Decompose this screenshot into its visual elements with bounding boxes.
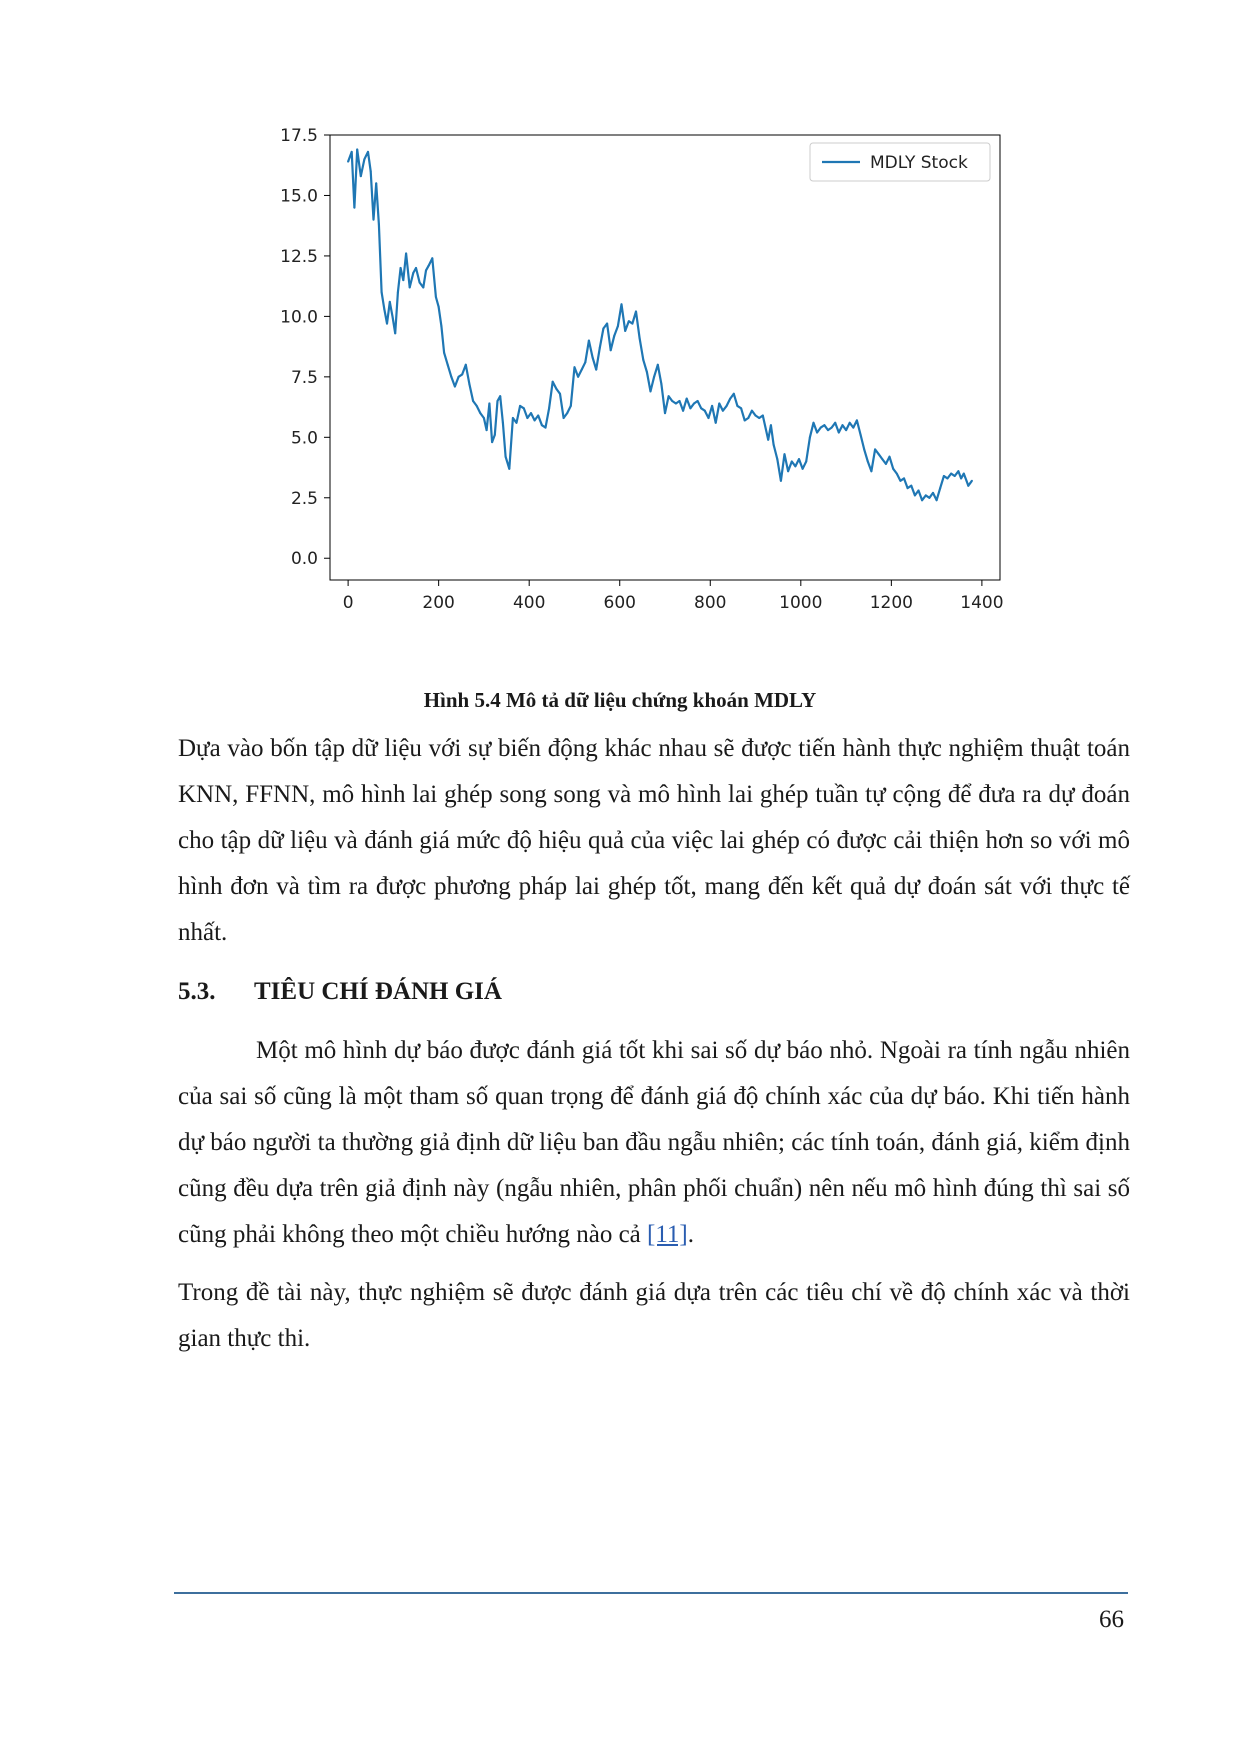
data-point <box>347 161 349 163</box>
data-point <box>770 424 772 426</box>
data-point <box>570 405 572 407</box>
data-point <box>722 410 724 412</box>
data-point <box>896 473 898 475</box>
data-point <box>936 499 938 501</box>
data-point <box>838 432 840 434</box>
data-point <box>422 286 424 288</box>
data-point <box>443 352 445 354</box>
data-point <box>402 279 404 281</box>
data-point <box>552 381 554 383</box>
paragraph-intro: Dựa vào bốn tập dữ liệu với sự biến động khác nhau sẽ được tiến hành thực nghiệm thuật toán KNN, FFNN, mô hình lai ghép song song và mô hình lai ghép tuần tự cộng để đưa ra dự đoán cho tập dữ liệu và đánh giá mức độ hiệu quả của việc lai ghép có được cải thiện hơn so với mô hình đơn và tìm ra được phương pháp lai ghép tốt, mang đến kết quả dự đoán sát với thực tế nhất. <box>178 735 1130 946</box>
data-point <box>903 477 905 479</box>
data-point <box>809 436 811 438</box>
data-point <box>428 265 430 267</box>
data-point <box>813 422 815 424</box>
data-point <box>914 494 916 496</box>
x-tick-label: 400 <box>512 593 546 613</box>
data-point <box>650 390 652 392</box>
data-point <box>867 461 869 463</box>
data-point <box>842 424 844 426</box>
data-point <box>969 482 971 484</box>
data-point <box>758 417 760 419</box>
data-point <box>541 424 543 426</box>
data-point <box>367 151 369 153</box>
data-point <box>963 473 965 475</box>
data-point <box>780 480 782 482</box>
data-point <box>755 415 757 417</box>
data-point <box>526 417 528 419</box>
data-point <box>419 282 421 284</box>
data-point <box>508 468 510 470</box>
data-point <box>715 422 717 424</box>
data-point <box>740 407 742 409</box>
data-point <box>628 320 630 322</box>
data-point <box>584 361 586 363</box>
data-point <box>494 434 496 436</box>
data-point <box>383 308 385 310</box>
x-tick-label: 600 <box>603 593 636 613</box>
data-point <box>664 412 666 414</box>
data-point <box>697 400 699 402</box>
data-point <box>802 468 804 470</box>
data-point <box>592 357 594 359</box>
data-point <box>762 415 764 417</box>
data-point <box>878 453 880 455</box>
data-point <box>747 417 749 419</box>
data-point <box>581 369 583 371</box>
data-point <box>943 475 945 477</box>
data-point <box>845 429 847 431</box>
plot-area-frame <box>330 135 1000 580</box>
data-point <box>577 376 579 378</box>
data-point <box>523 407 525 409</box>
data-point <box>820 427 822 429</box>
data-point <box>450 376 452 378</box>
data-point <box>438 306 440 308</box>
x-axis-ticks <box>343 580 1004 613</box>
data-point <box>574 366 576 368</box>
data-point <box>954 475 956 477</box>
data-point <box>863 448 865 450</box>
paragraph-criteria <box>178 1028 1130 1258</box>
data-point <box>892 468 894 470</box>
data-point <box>389 301 391 303</box>
data-point <box>693 403 695 405</box>
data-point <box>479 412 481 414</box>
data-point <box>356 149 358 151</box>
data-point <box>718 403 720 405</box>
data-point <box>486 429 488 431</box>
y-axis-ticks <box>280 126 330 569</box>
data-point <box>370 170 372 172</box>
data-point <box>765 427 767 429</box>
data-point <box>351 151 353 153</box>
data-point <box>787 470 789 472</box>
data-point <box>700 407 702 409</box>
data-point <box>907 487 909 489</box>
data-point <box>950 473 952 475</box>
data-point <box>472 400 474 402</box>
data-point <box>675 403 677 405</box>
data-point <box>947 477 949 479</box>
page-number: 66 <box>1099 1606 1124 1633</box>
data-point <box>682 410 684 412</box>
data-point <box>874 448 876 450</box>
data-point <box>610 349 612 351</box>
data-point <box>971 480 973 482</box>
data-point <box>776 458 778 460</box>
data-point <box>870 470 872 472</box>
data-point <box>602 328 604 330</box>
data-point <box>491 441 493 443</box>
data-point <box>631 323 633 325</box>
data-point <box>353 207 355 209</box>
y-tick-label: 2.5 <box>290 488 318 509</box>
data-point <box>397 291 399 293</box>
paragraph-criteria-text: Một mô hình dự báo được đánh giá tốt khi sai số dự báo nhỏ. Ngoài ra tính ngẫu nhiên của sai số cũng là một tham số quan trọng để đánh giá độ chính xác của dự báo. Khi tiến hành dự báo người ta thường giả định dữ liệu ban đầu ngẫu nhiên; các tính toán, đánh giá, kiểm định cũng đều dựa trên giả định này (ngẫu nhiên, phân phối chuẩn) nên nếu mô hình đúng thì sai số cũng phải không theo một chiều hướng nào cả <box>178 1037 1130 1248</box>
data-point <box>415 267 417 269</box>
data-point <box>639 337 641 339</box>
data-point <box>816 432 818 434</box>
data-point <box>856 419 858 421</box>
data-point <box>635 311 637 313</box>
data-point <box>400 267 402 269</box>
data-point <box>516 422 518 424</box>
figure-caption: Hình 5.4 Mô tả dữ liệu chứng khoán MDLY <box>423 688 817 712</box>
data-point <box>548 407 550 409</box>
data-point <box>412 272 414 274</box>
data-point <box>834 422 836 424</box>
data-point <box>375 182 377 184</box>
data-point <box>381 291 383 293</box>
data-point <box>784 453 786 455</box>
y-tick-label: 0.0 <box>290 549 318 570</box>
data-point <box>794 465 796 467</box>
data-point <box>392 315 394 317</box>
data-point <box>454 386 456 388</box>
data-point <box>928 497 930 499</box>
x-tick-label: 1000 <box>779 593 823 613</box>
data-point <box>613 335 615 337</box>
data-point <box>530 412 532 414</box>
data-point <box>363 158 365 160</box>
data-point <box>744 419 746 421</box>
data-point <box>563 417 565 419</box>
data-point <box>440 325 442 327</box>
data-point <box>967 485 969 487</box>
data-point <box>733 393 735 395</box>
data-point <box>726 405 728 407</box>
data-point <box>798 458 800 460</box>
data-point <box>689 407 691 409</box>
data-point <box>773 444 775 446</box>
data-point <box>534 419 536 421</box>
data-point <box>960 477 962 479</box>
section-heading <box>178 978 502 1006</box>
data-point <box>378 224 380 226</box>
data-point <box>791 461 793 463</box>
data-point <box>805 461 807 463</box>
data-point <box>729 398 731 400</box>
data-point <box>488 403 490 405</box>
y-tick-label: 10.0 <box>280 307 318 328</box>
data-point <box>386 323 388 325</box>
data-point <box>679 400 681 402</box>
data-point <box>595 369 597 371</box>
data-point <box>447 364 449 366</box>
data-point <box>918 490 920 492</box>
data-point <box>617 325 619 327</box>
data-point <box>394 332 396 334</box>
data-point <box>827 429 829 431</box>
x-tick-label: 1200 <box>869 593 913 613</box>
data-point <box>476 405 478 407</box>
data-point <box>708 417 710 419</box>
data-point <box>621 303 623 305</box>
y-tick-label: 7.5 <box>290 367 318 388</box>
data-point <box>921 499 923 501</box>
stock-line-chart <box>262 115 1022 695</box>
data-point <box>668 395 670 397</box>
data-point <box>505 456 507 458</box>
paragraph-criteria-end: . <box>687 1221 695 1248</box>
data-point <box>642 359 644 361</box>
data-point <box>711 405 713 407</box>
data-point <box>483 417 485 419</box>
footer-rule <box>174 1592 1128 1594</box>
data-point <box>537 415 539 417</box>
data-point <box>860 434 862 436</box>
data-point <box>502 422 504 424</box>
data-point <box>373 219 375 221</box>
data-point <box>606 323 608 325</box>
data-point <box>468 383 470 385</box>
y-tick-label: 15.0 <box>280 186 318 207</box>
x-tick-label: 200 <box>422 593 455 613</box>
data-point <box>767 439 769 441</box>
data-point <box>409 286 411 288</box>
data-point <box>425 269 427 271</box>
section-title: TIÊU CHÍ ĐÁNH GIÁ <box>254 978 502 1005</box>
data-point <box>458 376 460 378</box>
citation-link[interactable]: [11] <box>647 1221 688 1248</box>
data-point <box>932 492 934 494</box>
data-point <box>751 410 753 412</box>
data-point <box>646 371 648 373</box>
data-point <box>957 470 959 472</box>
data-point <box>360 175 362 177</box>
y-tick-label: 5.0 <box>290 428 318 449</box>
data-point <box>588 340 590 342</box>
x-tick-label: 0 <box>342 593 354 613</box>
data-point <box>461 373 463 375</box>
y-tick-label: 17.5 <box>280 126 318 146</box>
legend-label: MDLY Stock <box>870 153 968 173</box>
data-point <box>435 296 437 298</box>
data-point <box>465 364 467 366</box>
data-point <box>653 376 655 378</box>
data-point <box>545 427 547 429</box>
data-point <box>497 400 499 402</box>
data-point <box>405 253 407 255</box>
data-point <box>559 393 561 395</box>
data-point <box>599 347 601 349</box>
data-point <box>499 395 501 397</box>
paragraph-scope: Trong đề tài này, thực nghiệm sẽ được đánh giá dựa trên các tiêu chí về độ chính xác và thời gian thực thi. <box>178 1279 1130 1352</box>
data-point <box>512 417 514 419</box>
data-point <box>885 463 887 465</box>
x-tick-label: 800 <box>694 593 727 613</box>
data-point <box>431 257 433 259</box>
y-tick-label: 12.5 <box>280 246 318 267</box>
data-point <box>889 456 891 458</box>
x-tick-label: 1400 <box>960 593 1004 613</box>
legend <box>810 143 990 181</box>
data-point <box>852 427 854 429</box>
data-point <box>704 410 706 412</box>
data-point <box>910 485 912 487</box>
data-point <box>660 383 662 385</box>
data-point <box>736 405 738 407</box>
data-point <box>823 424 825 426</box>
data-point <box>849 422 851 424</box>
data-point <box>657 364 659 366</box>
data-point <box>624 330 626 332</box>
data-point <box>555 388 557 390</box>
data-point <box>671 400 673 402</box>
data-point <box>566 412 568 414</box>
data-point <box>519 405 521 407</box>
data-point <box>831 427 833 429</box>
data-point <box>966 480 968 482</box>
data-point <box>899 480 901 482</box>
data-point <box>686 398 688 400</box>
data-point <box>881 458 883 460</box>
data-point <box>925 494 927 496</box>
data-point <box>939 487 941 489</box>
section-number: 5.3. <box>178 978 216 1005</box>
